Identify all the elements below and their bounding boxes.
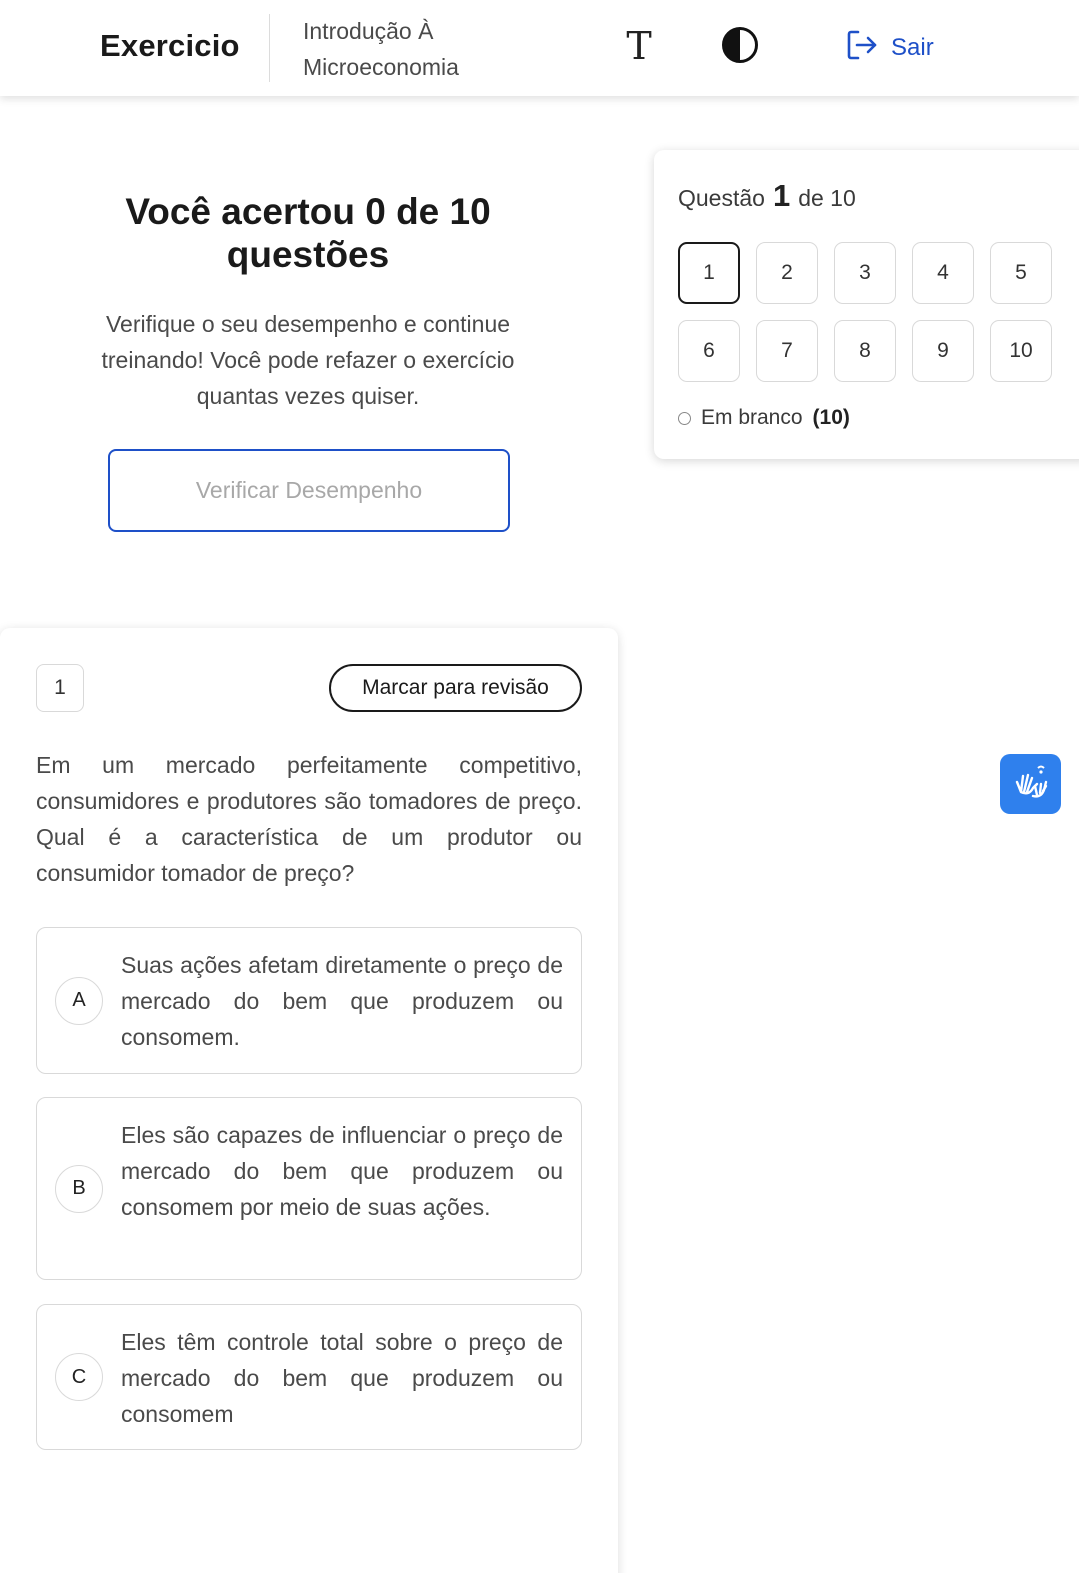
- blank-circle-icon: [678, 412, 691, 425]
- question-button-10[interactable]: 10: [990, 320, 1052, 382]
- app-title: Exercicio: [100, 28, 240, 63]
- question-button-9[interactable]: 9: [912, 320, 974, 382]
- mark-for-review-button[interactable]: Marcar para revisão: [329, 664, 582, 712]
- logout-label: Sair: [891, 34, 934, 61]
- option-c[interactable]: [36, 1304, 582, 1450]
- option-a[interactable]: [36, 927, 582, 1074]
- top-header: [0, 0, 1079, 96]
- blank-legend: [678, 406, 850, 430]
- contrast-icon[interactable]: [721, 26, 759, 64]
- question-button-7[interactable]: 7: [756, 320, 818, 382]
- option-text: Suas ações afetam diretamente o preço de mercado do bem que produzem ou consomem.: [121, 952, 563, 1050]
- option-letter: B: [55, 1165, 103, 1213]
- course-title-line1: Introdução À: [303, 18, 434, 44]
- blank-legend-label: Em branco: [701, 406, 803, 429]
- navigator-header: [678, 178, 856, 214]
- question-button-1[interactable]: 1: [678, 242, 740, 304]
- question-button-8[interactable]: 8: [834, 320, 896, 382]
- question-button-2[interactable]: 2: [756, 242, 818, 304]
- question-navigator: [654, 150, 1079, 459]
- navigator-label-suffix: de 10: [798, 185, 856, 211]
- option-b[interactable]: [36, 1097, 582, 1280]
- course-title-line2: Microeconomia: [303, 54, 459, 80]
- question-button-3[interactable]: 3: [834, 242, 896, 304]
- navigator-label-prefix: Questão: [678, 185, 765, 211]
- question-text: Em um mercado perfeitamente competitivo, consumidores e produtores são tomadores de preço. Qual é a característica de um produtor ou consumidor tomador de preço?: [36, 752, 582, 886]
- current-question-number: 1: [772, 178, 791, 213]
- result-description: Verifique o seu desempenho e continue treinando! Você pode refazer o exercício quantas vezes quiser.: [101, 311, 515, 409]
- sign-language-button[interactable]: [1000, 754, 1061, 814]
- question-number-badge: 1: [36, 664, 84, 712]
- sign-language-icon: [1011, 762, 1051, 807]
- option-letter: C: [55, 1353, 103, 1401]
- logout-icon: [845, 28, 879, 69]
- question-button-5[interactable]: 5: [990, 242, 1052, 304]
- option-text: Eles têm controle total sobre o preço de mercado do bem que produzem ou consomem: [121, 1329, 563, 1427]
- result-title: Você acertou 0 de 10 questões: [125, 191, 491, 275]
- option-text: Eles são capazes de influenciar o preço de mercado do bem que produzem ou consomem por meio de suas ações.: [121, 1122, 563, 1220]
- course-title: [303, 13, 543, 85]
- header-divider: [269, 14, 270, 82]
- text-size-icon[interactable]: T: [626, 24, 652, 68]
- logout-button[interactable]: [845, 30, 934, 66]
- question-button-6[interactable]: 6: [678, 320, 740, 382]
- question-grid: [678, 242, 1052, 382]
- verify-performance-button[interactable]: Verificar Desempenho: [108, 449, 510, 532]
- question-card: [0, 628, 618, 1573]
- question-button-4[interactable]: 4: [912, 242, 974, 304]
- option-letter: A: [55, 977, 103, 1025]
- blank-legend-count: (10): [812, 406, 850, 429]
